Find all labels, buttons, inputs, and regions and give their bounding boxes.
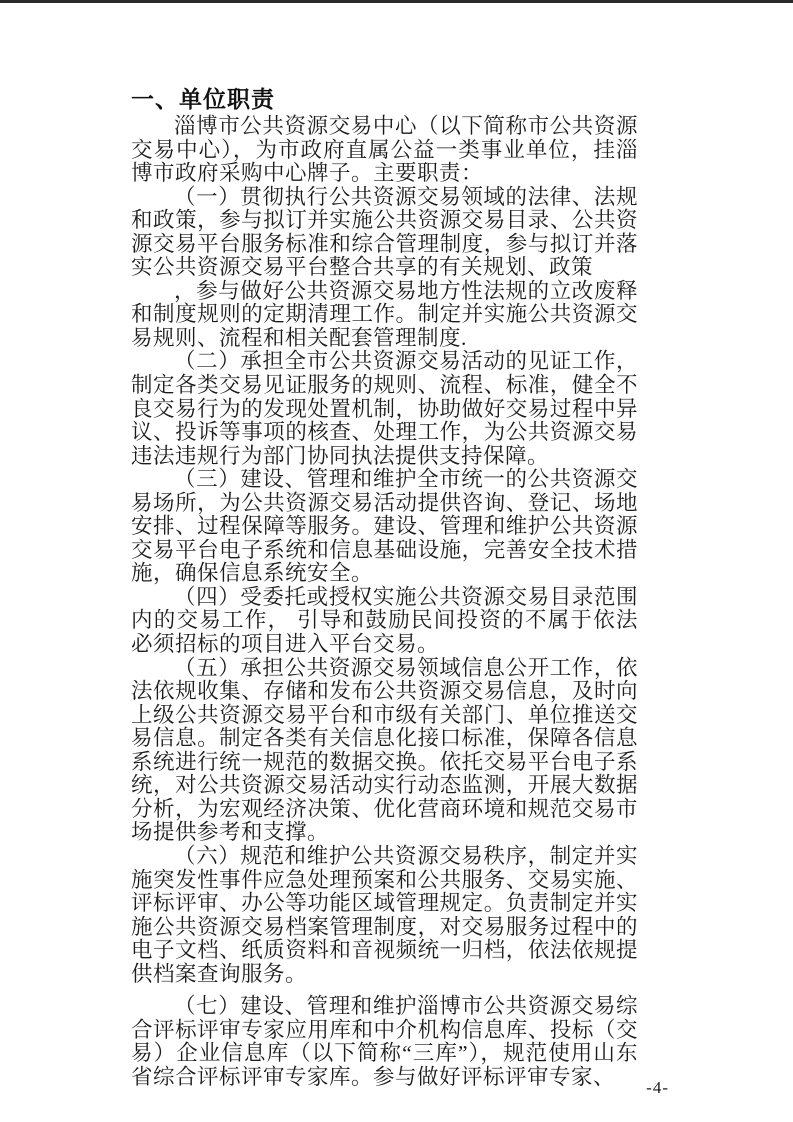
paragraph-duty-1-continued: ，参与做好公共资源交易地方性法规的立改废释和制度规则的定期清理工作。制定并实施公共资源交易规则、流程和相关配套管理制度.	[131, 278, 638, 350]
paragraph-duty-1: （一）贯彻执行公共资源交易领域的法律、法规和政策，参与拟订并实施公共资源交易目录、公共资源交易平台服务标准和综合管理制度，参与拟订并落实公共资源交易平台整合共享的有关规划、政策	[131, 184, 638, 280]
paragraph-duty-5: （五）承担公共资源交易领域信息公开工作，依法依规收集、存储和发布公共资源交易信息，及时向上级公共资源交易平台和市级有关部门、单位推送交易信息。制定各类有关信息化接口标准，保障各信息系统进行统一规范的数据交换。依托交易平台电子系统，对公共资源交易活动实行动态监测，开展大数据分析，为宏观经济决策、优化营商环境和规范交易市场提供参考和支撑。	[131, 655, 638, 845]
paragraph-duty-2: （二）承担全市公共资源交易活动的见证工作，制定各类交易见证服务的规则、流程、标准，健全不良交易行为的发现处置机制，协助做好交易过程中异议、投诉等事项的核查、处理工作，为公共资源交易违法违规行为部门协同执法提供支持保障。	[131, 349, 638, 468]
paragraph-duty-6: （六）规范和维护公共资源交易秩序，制定并实施突发性事件应急处理预案和公共服务、交易实施、评标评审、办公等功能区域管理规定。负责制定并实施公共资源交易档案管理制度，对交易服务过程中的电子文档、纸质资料和音视频统一归档，依法依规提供档案查询服务。	[131, 843, 638, 986]
page-number: -4-	[646, 1078, 669, 1097]
document-body	[131, 86, 638, 1089]
section-heading: 一、单位职责	[131, 86, 275, 112]
paragraph-duty-4: （四）受委托或授权实施公共资源交易目录范围内的交易工作， 引导和鼓励民间投资的不属于依法必须招标的项目进入平台交易。	[131, 584, 638, 657]
paragraph-intro: 淄博市公共资源交易中心（以下简称市公共资源交易中心），为市政府直属公益一类事业单位，挂淄博市政府采购中心牌子。主要职责：	[131, 114, 638, 186]
paragraph-duty-7: （七）建设、管理和维护淄博市公共资源交易综合评标评审专家应用库和中介机构信息库、投标（交易）企业信息库（以下简称“三库”），规范使用山东省综合评标评审专家库。参与做好评标评审专家、	[131, 994, 638, 1089]
paragraph-duty-3: （三）建设、管理和维护全市统一的公共资源交易场所，为公共资源交易活动提供咨询、登记、场地安排、过程保障等服务。建设、管理和维护公共资源交易平台电子系统和信息基础设施，完善安全技术措施，确保信息系统安全。	[131, 467, 638, 586]
scan-artifact-top-edge	[0, 0, 793, 3]
